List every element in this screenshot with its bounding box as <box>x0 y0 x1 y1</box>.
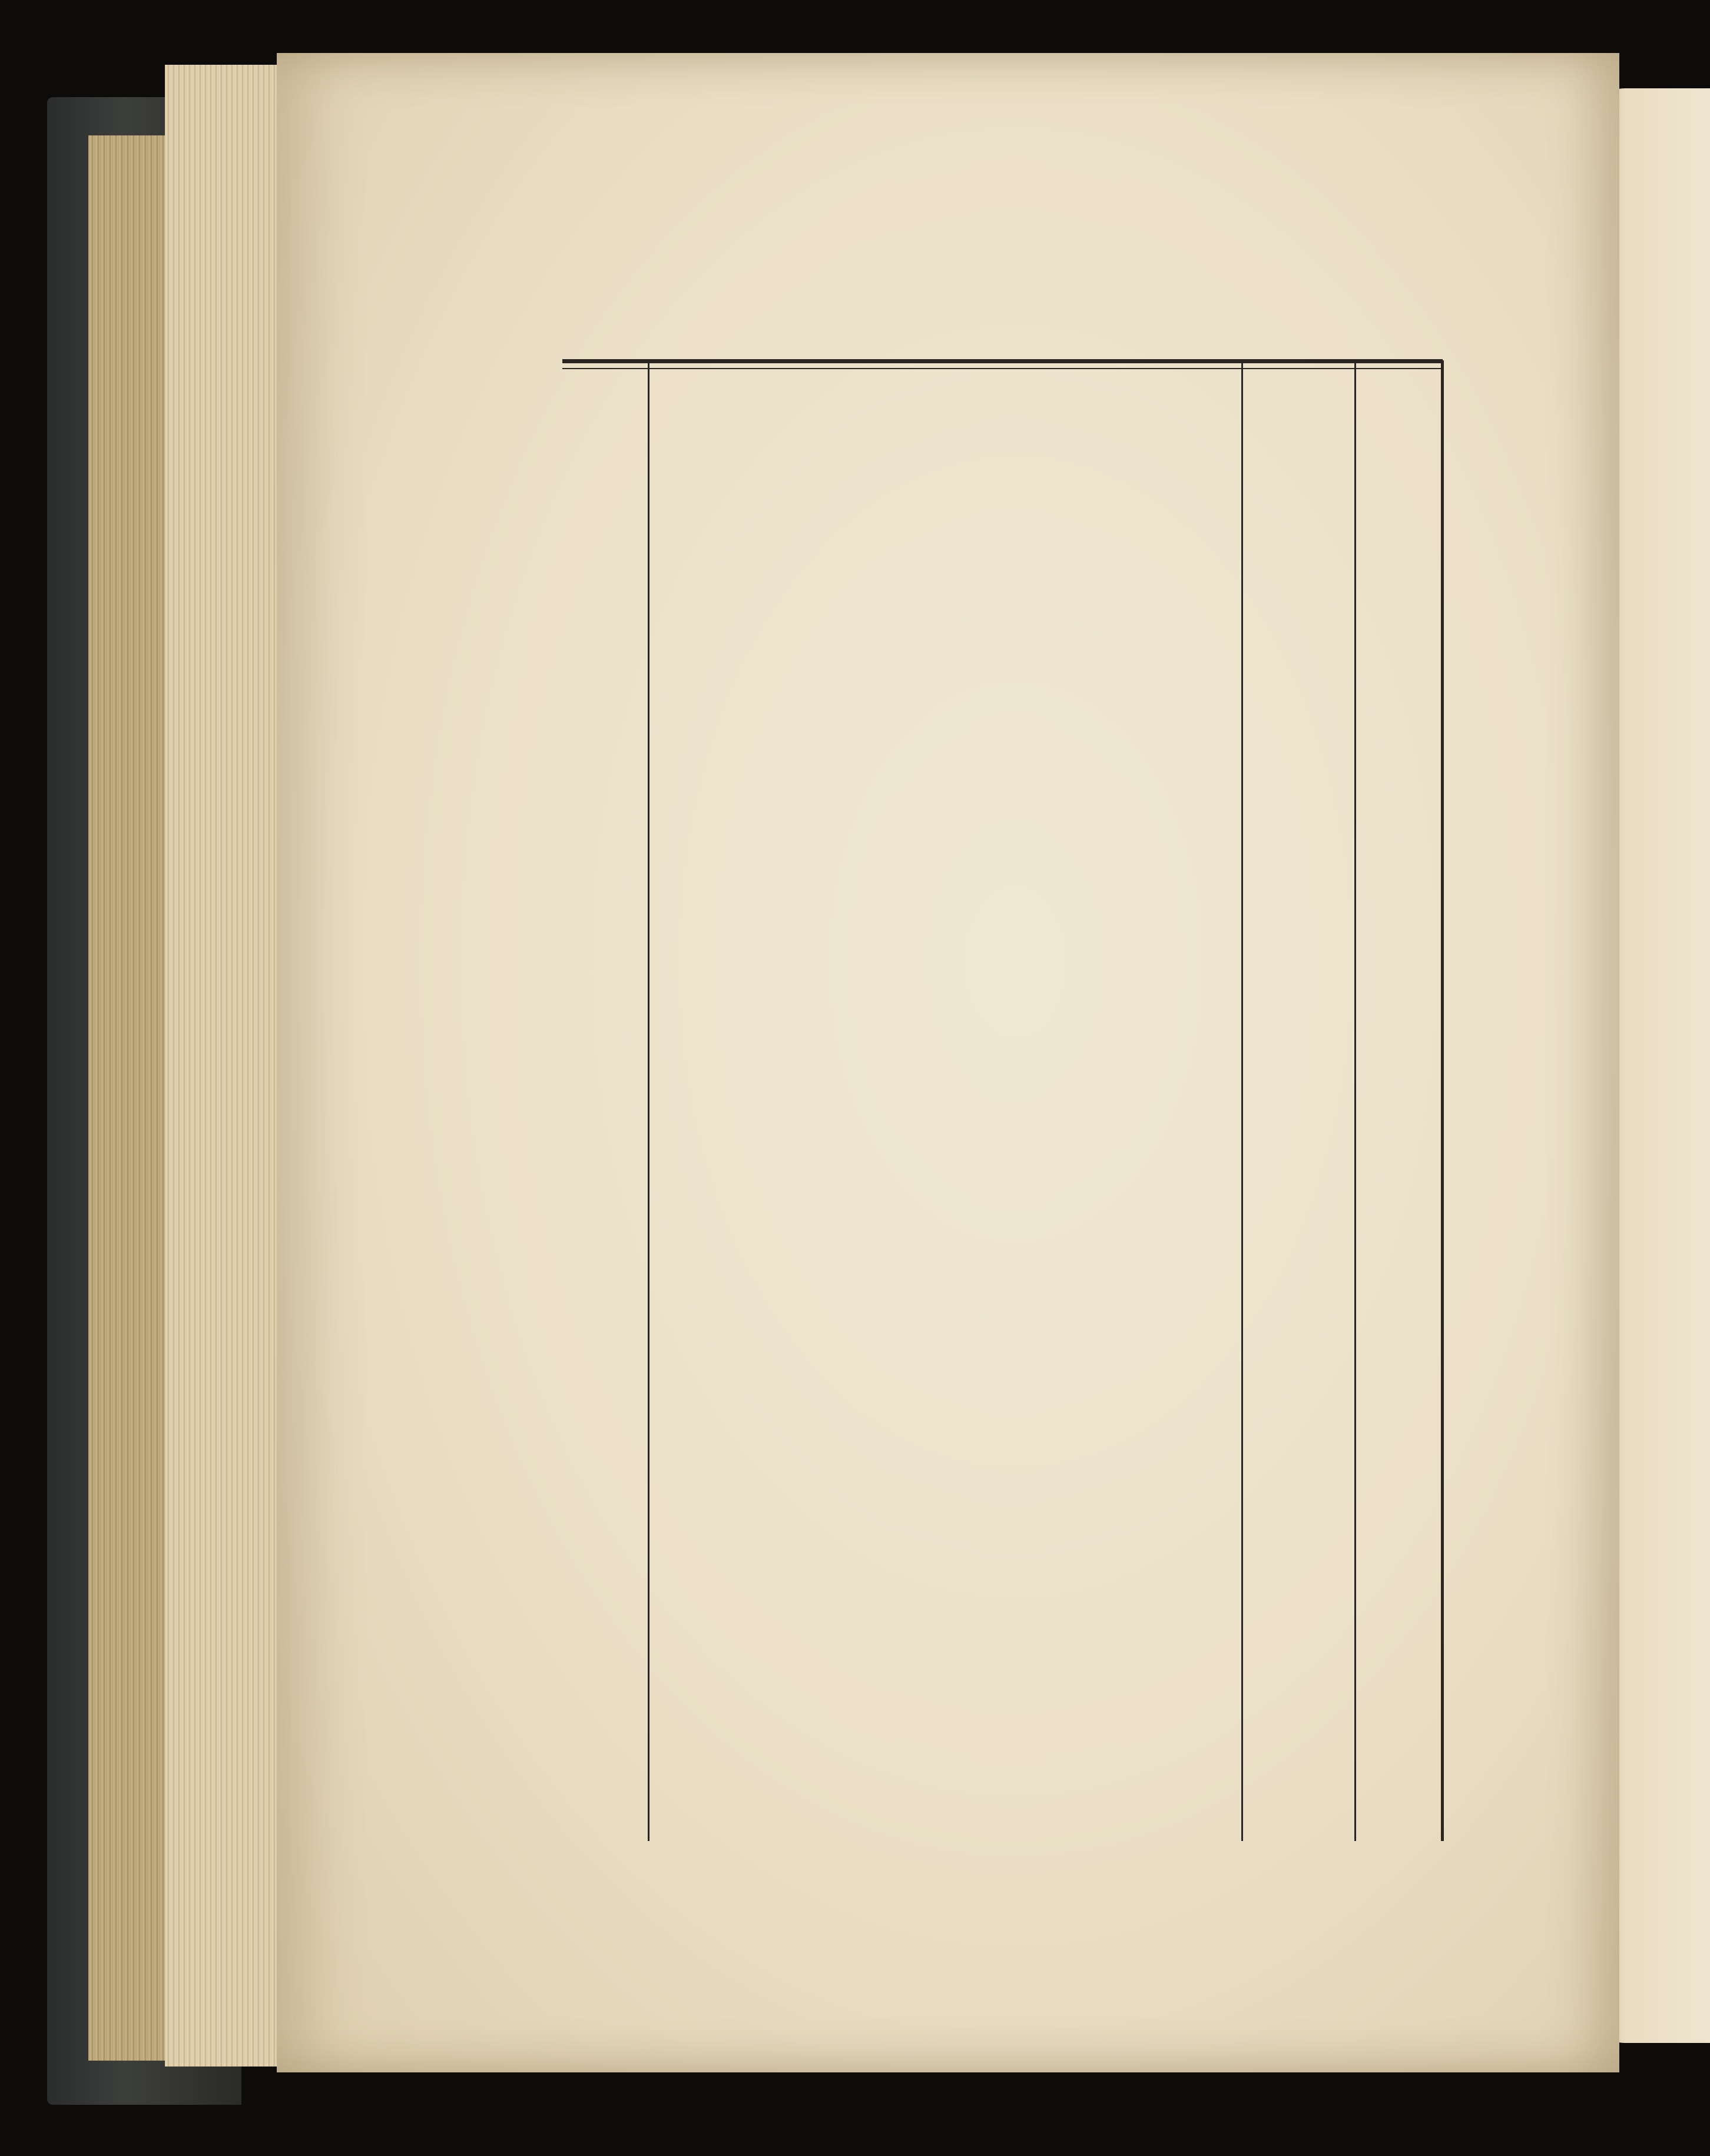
column-divider-number <box>648 360 649 1841</box>
column-divider-rubles <box>1241 360 1243 1841</box>
column-divider-kopecks <box>1354 360 1356 1841</box>
table-right-border <box>1441 360 1444 1841</box>
table-frame <box>562 359 1443 1844</box>
